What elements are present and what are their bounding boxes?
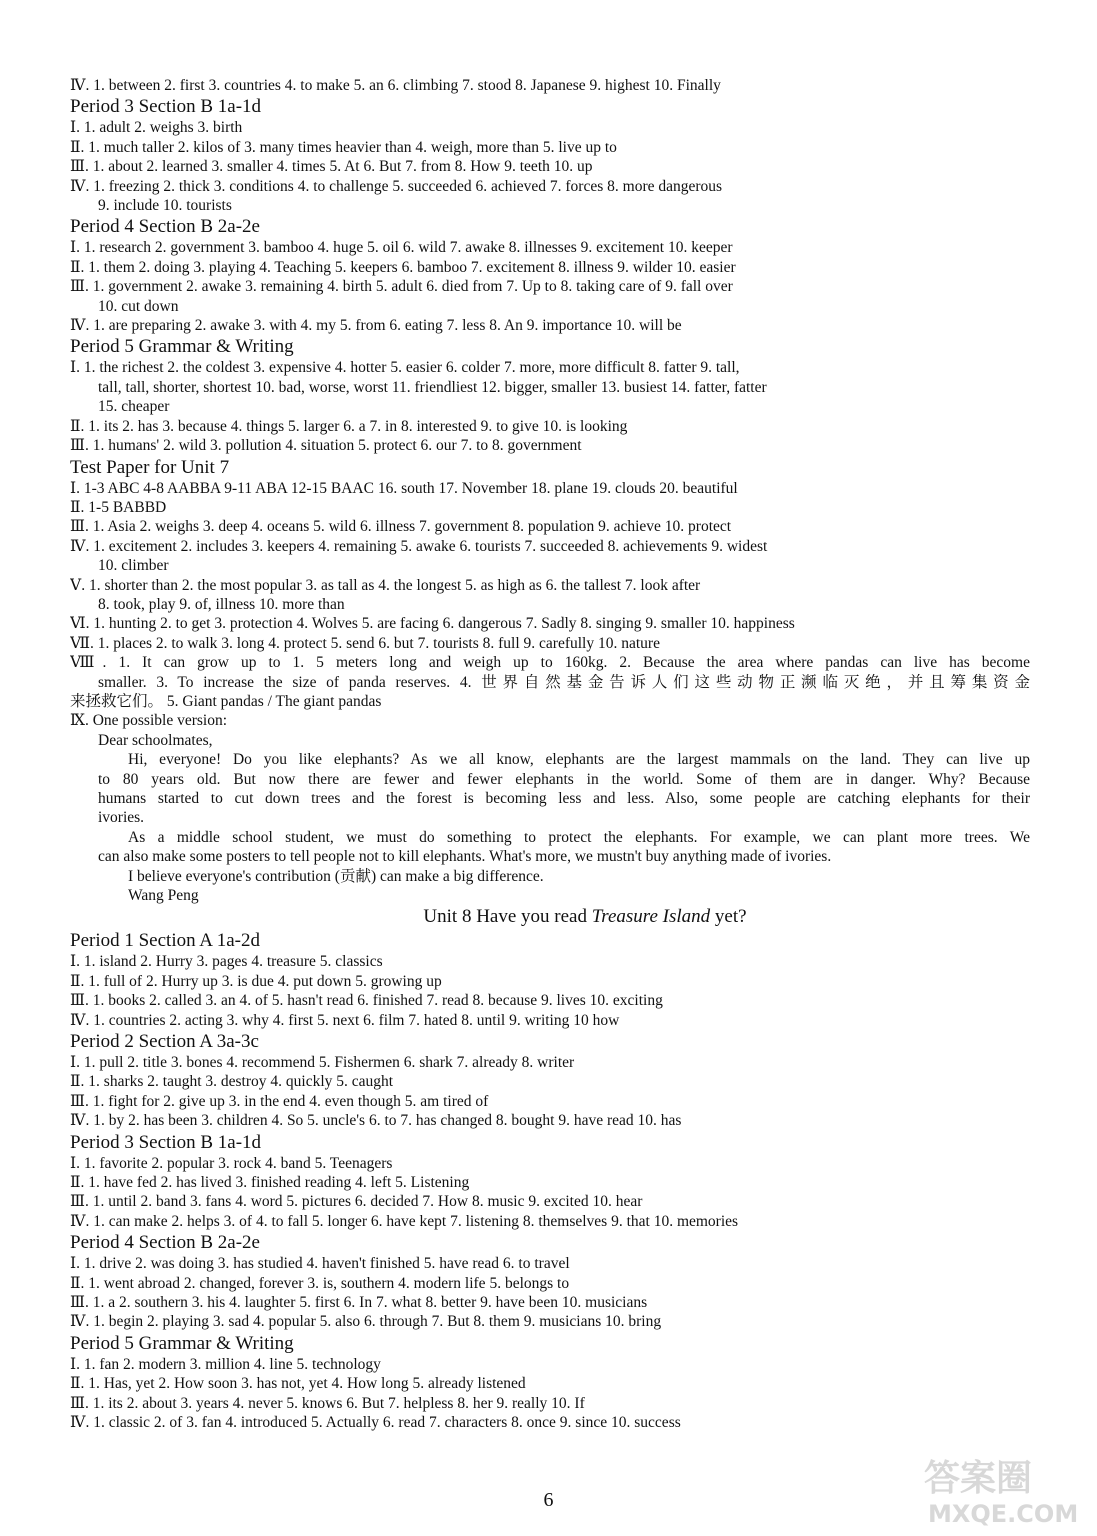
answer-line: 来拯救它们。 5. Giant pandas / The giant pandas [70, 692, 382, 710]
answer-line-continued: Dear schoolmates, [98, 731, 213, 749]
answer-line: Ⅲ. 1. Asia 2. weighs 3. deep 4. oceans 5. wild 6. illness 7. government 8. population 9. achieve 10. protect [70, 518, 732, 536]
section-heading: Period 2 Section A 3a-3c [70, 1030, 259, 1052]
answer-line-continued: 9. include 10. tourists [98, 197, 232, 215]
answer-line: Ⅳ. 1. between 2. first 3. countries 4. to make 5. an 6. climbing 7. stood 8. Japanese 9. highest 10. Finally [70, 77, 721, 94]
answer-line: Ⅴ. 1. shorter than 2. the most popular 3. as tall as 4. the longest 5. as high as 6. the tallest 7. look after [70, 576, 701, 594]
answer-line: Ⅶ. 1. places 2. to walk 3. long 4. protect 5. send 6. but 7. tourists 8. full 9. carefully 10. nature [70, 634, 660, 652]
answer-line: Ⅳ. 1. by 2. has been 3. children 4. So 5. uncle's 6. to 7. has changed 8. bought 9. have read 10. has [70, 1112, 682, 1130]
answer-line: Ⅰ. 1-3 ABC 4-8 AABBA 9-11 ABA 12-15 BAAC 16. south 17. November 18. plane 19. clouds 20. beautiful [70, 479, 738, 497]
essay-paragraph-line: Wang Peng [128, 886, 199, 904]
answer-line: Ⅱ. 1. have fed 2. has lived 3. finished reading 4. left 5. Listening [70, 1174, 470, 1191]
answer-line-continued: to 80 years old. But now there are fewer and fewer elephants in the world. Some of them are in danger. Why? Because [98, 770, 1030, 788]
answer-line: Ⅰ. 1. adult 2. weighs 3. birth [70, 119, 243, 137]
answer-line-continued: ivories. [98, 809, 145, 827]
answer-line: Ⅳ. 1. can make 2. helps 3. of 4. to fall 5. longer 6. have kept 7. listening 8. themselves 9. that 10. memories [70, 1212, 739, 1230]
answer-line: Ⅲ. 1. humans' 2. wild 3. pollution 4. situation 5. protect 6. our 7. to 8. government [70, 437, 582, 455]
answer-line: Ⅲ. 1. books 2. called 3. an 4. of 5. hasn't read 6. finished 7. read 8. because 9. lives 10. exciting [70, 992, 663, 1010]
answer-line: Ⅱ. 1. sharks 2. taught 3. destroy 4. quickly 5. caught [70, 1073, 394, 1091]
answer-line: Ⅰ. 1. fan 2. modern 3. million 4. line 5. technology [70, 1355, 381, 1373]
answer-line: Ⅲ. 1. its 2. about 3. years 4. never 5. knows 6. But 7. helpless 8. her 9. really 10. If [70, 1394, 585, 1412]
answer-line-continued: 8. took, play 9. of, illness 10. more than [98, 595, 345, 613]
answer-line: Ⅳ. 1. countries 2. acting 3. why 4. first 5. next 6. film 7. hated 8. until 9. writing 10 how [70, 1011, 620, 1029]
answer-line: Ⅰ. 1. pull 2. title 3. bones 4. recommend 5. Fishermen 6. shark 7. already 8. writer [70, 1053, 575, 1071]
answer-line: Ⅲ. 1. fight for 2. give up 3. in the end 4. even though 5. am tired of [70, 1092, 489, 1110]
answer-line: Ⅲ. 1. government 2. awake 3. remaining 4. birth 5. adult 6. died from 7. Up to 8. taking care of 9. fall over [70, 278, 733, 296]
answer-line: Ⅲ. 1. a 2. southern 3. his 4. laughter 5. first 6. In 7. what 8. better 9. have been 10. musicians [70, 1294, 648, 1312]
answer-line: Ⅱ. 1-5 BABBD [70, 498, 167, 516]
section-heading: Period 3 Section B 1a-1d [70, 96, 262, 118]
answer-line: Ⅰ. 1. island 2. Hurry 3. pages 4. treasure 5. classics [70, 953, 383, 971]
section-heading: Period 5 Grammar & Writing [70, 1332, 294, 1354]
watermark-text: 答案圈 [924, 1458, 1033, 1499]
answer-content [70, 76, 1030, 1432]
answer-line: Ⅸ. One possible version: [70, 712, 228, 730]
unit-title-prefix: Unit 8 Have you read [423, 906, 592, 928]
answer-line: Ⅱ. 1. full of 2. Hurry up 3. is due 4. put down 5. growing up [70, 972, 442, 990]
section-heading: Test Paper for Unit 7 [70, 456, 230, 478]
answer-line: Ⅱ. 1. went abroad 2. changed, forever 3. is, southern 4. modern life 5. belongs to [70, 1274, 570, 1292]
watermark-logo [918, 1450, 1088, 1528]
answer-line: Ⅳ. 1. excitement 2. includes 3. keepers 4. remaining 5. awake 6. tourists 7. succeeded 8. achievements 9. widest [70, 537, 768, 555]
unit-title-suffix: yet? [710, 906, 747, 928]
answer-line: Ⅰ. 1. research 2. government 3. bamboo 4. huge 5. oil 6. wild 7. awake 8. illnesses 9. excitement 10. keeper [70, 239, 733, 257]
answer-line: Ⅳ. 1. begin 2. playing 3. sad 4. popular 5. also 6. through 7. But 8. them 9. musicians 10. bring [70, 1313, 662, 1331]
answer-line: Ⅵ. 1. hunting 2. to get 3. protection 4. Wolves 5. are facing 6. dangerous 7. Sadly 8. singing 9. smaller 10. happiness [70, 615, 795, 633]
watermark-url: MXQE.COM [928, 1500, 1079, 1528]
answer-line: Ⅲ. 1. until 2. band 3. fans 4. word 5. pictures 6. decided 7. How 8. music 9. excited 10. hear [70, 1193, 643, 1211]
answer-line-continued: can also make some posters to tell people not to kill elephants. What's more, we mustn't buy anything made of ivories. [98, 848, 832, 866]
essay-paragraph-line: I believe everyone's contribution (贡献) can make a big difference. [128, 867, 544, 885]
answer-line: Ⅱ. 1. Has, yet 2. How soon 3. has not, yet 4. How long 5. already listened [70, 1375, 526, 1393]
answer-line: Ⅳ. 1. are preparing 2. awake 3. with 4. my 5. from 6. eating 7. less 8. An 9. importance 10. will be [70, 317, 682, 335]
section-heading: Period 1 Section A 1a-2d [70, 930, 260, 952]
essay-paragraph-line: As a middle school student, we must do something to protect the elephants. For example, we can plant more trees. We [128, 828, 1030, 846]
answer-line: Ⅱ. 1. its 2. has 3. because 4. things 5. larger 6. a 7. in 8. interested 9. to give 10. is looking [70, 417, 628, 435]
section-heading: Period 4 Section B 2a-2e [70, 216, 260, 238]
section-heading: Period 5 Grammar & Writing [70, 336, 294, 358]
unit-title-book: Treasure Island [591, 906, 711, 928]
answer-line-continued: 10. cut down [98, 297, 179, 315]
answer-line-continued: smaller. 3. To increase the size of panda reserves. 4. 世界自然基金告诉人们这些动物正濒临灭绝，并且筹集资金 [98, 673, 1030, 691]
answer-line: Ⅳ. 1. classic 2. of 3. fan 4. introduced 5. Actually 6. read 7. characters 8. once 9. since 10. success [70, 1414, 681, 1432]
section-heading: Period 3 Section B 1a-1d [70, 1131, 262, 1153]
answer-line: Ⅱ. 1. much taller 2. kilos of 3. many times heavier than 4. weigh, more than 5. live up to [70, 138, 617, 156]
answer-line-continued: 10. climber [98, 557, 169, 575]
answer-line: Ⅰ. 1. favorite 2. popular 3. rock 4. band 5. Teenagers [70, 1154, 393, 1172]
essay-paragraph-line: Hi, everyone! Do you like elephants? As we all know, elephants are the largest mammals on the land. They can live up [128, 751, 1030, 769]
answer-line: Ⅷ. 1. It can grow up to 1. 5 meters long and weigh up to 160kg. 2. Because the area where pandas can live has become [70, 654, 1030, 672]
answer-line-continued: humans started to cut down trees and the forest is becoming less and less. Also, some people are catching elephants for their [98, 789, 1030, 807]
answer-line-continued: tall, tall, shorter, shortest 10. bad, worse, worst 11. friendliest 12. bigger, smaller 13. busiest 14. fatter, fatter [98, 378, 767, 396]
answer-line: Ⅰ. 1. the richest 2. the coldest 3. expensive 4. hotter 5. easier 6. colder 7. more, more difficult 8. fatter 9. tall, [70, 359, 740, 377]
unit-title [140, 905, 1030, 929]
answer-line: Ⅲ. 1. about 2. learned 3. smaller 4. times 5. At 6. But 7. from 8. How 9. teeth 10. up [70, 158, 593, 176]
answer-line: Ⅰ. 1. drive 2. was doing 3. has studied 4. haven't finished 5. have read 6. to travel [70, 1255, 570, 1273]
section-heading: Period 4 Section B 2a-2e [70, 1232, 260, 1254]
answer-line: Ⅱ. 1. them 2. doing 3. playing 4. Teaching 5. keepers 6. bamboo 7. excitement 8. illness 9. wilder 10. easier [70, 258, 736, 276]
page-number: 6 [543, 1489, 554, 1511]
answer-line-continued: 15. cheaper [98, 398, 170, 416]
answer-line: Ⅳ. 1. freezing 2. thick 3. conditions 4. to challenge 5. succeeded 6. achieved 7. forces 8. more dangerous [70, 177, 723, 195]
